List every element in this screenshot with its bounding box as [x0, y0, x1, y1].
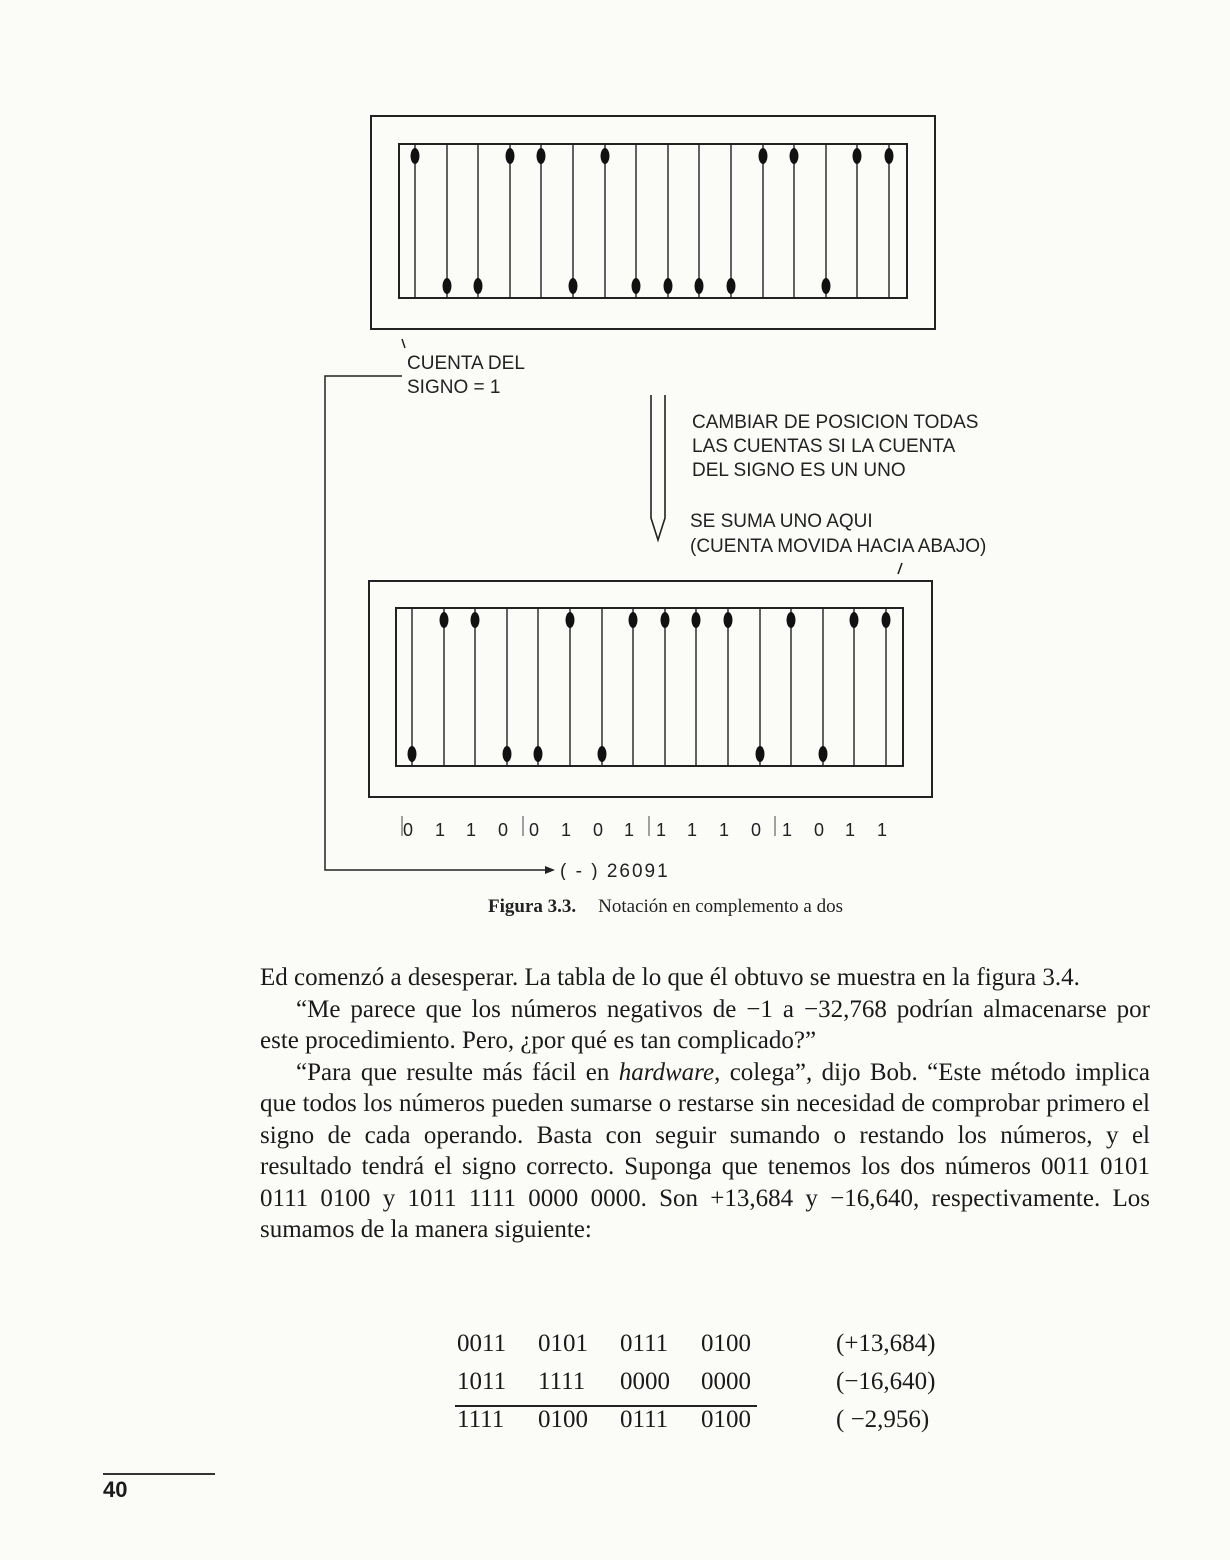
abacus-top-bead	[443, 278, 452, 294]
binary-digit: 1	[876, 820, 888, 840]
sum-row-2	[455, 1368, 955, 1406]
binary-digit: 1	[781, 820, 793, 840]
abacus-bottom-bead	[534, 746, 543, 762]
sum-row-1-value: (+13,684)	[836, 1330, 936, 1357]
page-number: 40	[103, 1477, 128, 1502]
binary-digit: 1	[686, 820, 698, 840]
sum-row-2-group-1: 1011	[457, 1368, 507, 1395]
sum-row-1-group-3: 0111	[620, 1330, 669, 1357]
sum-row-2-value: (−16,640)	[836, 1368, 936, 1395]
footer-rule	[103, 1473, 215, 1475]
paragraph-3-start: “Para que resulte más fácil en	[296, 1058, 619, 1086]
paragraph-1: Ed comenzó a desesperar. La tabla de lo que él obtuvo se muestra en la figura 3.4.	[260, 964, 1080, 991]
abacus-top-bead	[759, 148, 768, 164]
abacus-bottom-bead	[440, 612, 449, 628]
sum-row-1-group-2: 0101	[538, 1330, 588, 1357]
abacus-top-bead	[569, 278, 578, 294]
down-arrow	[651, 395, 665, 540]
sign-pointer-line	[402, 339, 405, 348]
binary-digit: 1	[844, 820, 856, 840]
sum-row-3-group-2: 0100	[538, 1406, 588, 1433]
binary-digit: 0	[528, 820, 540, 840]
abacus-bottom-bead	[692, 612, 701, 628]
caption-text: Notación en complemento a dos	[598, 896, 843, 917]
sum-row-3-group-3: 0111	[620, 1406, 669, 1433]
abacus-top-bead	[664, 278, 673, 294]
binary-digit: 0	[750, 820, 762, 840]
abacus-top-bead	[474, 278, 483, 294]
abacus-bottom-bead	[756, 746, 765, 762]
connector-line	[325, 376, 545, 870]
abacus-bottom-bead	[850, 612, 859, 628]
sum-row-3-group-1: 1111	[457, 1406, 505, 1433]
abacus-top-bead	[822, 278, 831, 294]
abacus-bottom-bead	[566, 612, 575, 628]
instruction-line-2: LAS CUENTAS SI LA CUENTA	[692, 436, 956, 457]
abacus-top-bead	[506, 148, 515, 164]
abacus-bottom-bead	[408, 746, 417, 762]
abacus-bottom-bead	[882, 612, 891, 628]
add-one-pointer	[898, 563, 902, 574]
abacus-bottom-bead	[629, 612, 638, 628]
abacus-top-bead	[632, 278, 641, 294]
abacus-top-bead	[790, 148, 799, 164]
abacus-top-bead	[537, 148, 546, 164]
figure-caption	[488, 896, 843, 918]
result-label: ( - ) 26091	[560, 861, 670, 880]
binary-digit: 0	[402, 820, 414, 840]
abacus-bottom-bead	[819, 746, 828, 762]
sum-row-3-group-4: 0100	[701, 1406, 751, 1433]
sign-label-line1: CUENTA DEL	[407, 353, 525, 374]
sum-row-1-group-4: 0100	[701, 1330, 751, 1357]
instruction-line-3: DEL SIGNO ES UN UNO	[692, 460, 906, 481]
abacus-bottom-inner-frame	[396, 608, 903, 766]
sum-row-2-group-2: 1111	[538, 1368, 586, 1395]
caption-label: Figura 3.3.	[488, 896, 577, 917]
binary-digit: 1	[655, 820, 667, 840]
binary-sum-table	[455, 1330, 955, 1444]
binary-digit: 1	[465, 820, 477, 840]
binary-digit: 0	[497, 820, 509, 840]
abacus-top-bead	[853, 148, 862, 164]
abacus-top-bead	[601, 148, 610, 164]
abacus-bottom-bead	[471, 612, 480, 628]
body-text	[260, 962, 1150, 1246]
add-one-line-2: (CUENTA MOVIDA HACIA ABAJO)	[690, 536, 987, 557]
paragraph-3	[260, 1057, 1150, 1246]
abacus-top-bead	[885, 148, 894, 164]
sum-row-2-group-3: 0000	[620, 1368, 670, 1395]
instruction-line-1: CAMBIAR DE POSICION TODAS	[692, 412, 979, 433]
binary-digit: 1	[560, 820, 572, 840]
binary-digit: 1	[623, 820, 635, 840]
abacus-original	[371, 116, 935, 329]
abacus-top-bead	[411, 148, 420, 164]
abacus-top-bead	[727, 278, 736, 294]
abacus-bottom-bead	[598, 746, 607, 762]
binary-digit: 1	[718, 820, 730, 840]
binary-digits-row	[402, 816, 887, 840]
add-one-line-1: SE SUMA UNO AQUI	[690, 511, 873, 532]
abacus-bottom-bead	[661, 612, 670, 628]
sum-row-1	[455, 1330, 955, 1368]
sign-label-line2: SIGNO = 1	[407, 377, 501, 398]
sum-row-3-value: ( −2,956)	[836, 1406, 930, 1433]
binary-digit: 0	[813, 820, 825, 840]
connector-arrowhead	[545, 866, 555, 874]
abacus-complemented	[369, 581, 932, 797]
abacus-top-bead	[695, 278, 704, 294]
hardware-term: hardware	[618, 1058, 715, 1086]
abacus-top-inner-frame	[399, 144, 907, 298]
sum-row-3	[455, 1406, 955, 1444]
abacus-bottom-bead	[724, 612, 733, 628]
abacus-bottom-bead	[787, 612, 796, 628]
binary-digit: 0	[592, 820, 604, 840]
abacus-bottom-outer-frame	[369, 581, 932, 797]
paragraph-2: “Me parece que los números negativos de −1 a −32,768 podrían almacenarse por este procedimiento. Pero, ¿por qué es tan complicado?”	[260, 995, 1150, 1054]
sum-row-1-group-1: 0011	[457, 1330, 507, 1357]
abacus-bottom-bead	[503, 746, 512, 762]
sum-row-2-group-4: 0000	[701, 1368, 751, 1395]
binary-digit: 1	[434, 820, 446, 840]
paragraph-3-end: , colega”, dijo Bob. “Este método implica que todos los números pueden sumarse o restarse sin necesidad de comprobar primero el signo de cada operando. Basta con seguir sumando o restando los números, y el resultado tendrá el signo correcto. Suponga que tenemos los dos números 0011 0101 0111 0100 y 1011 1111 0000 0000. Son +13,684 y −16,640, respectivamente. Los sumamos de la manera siguiente:	[260, 1058, 1150, 1243]
